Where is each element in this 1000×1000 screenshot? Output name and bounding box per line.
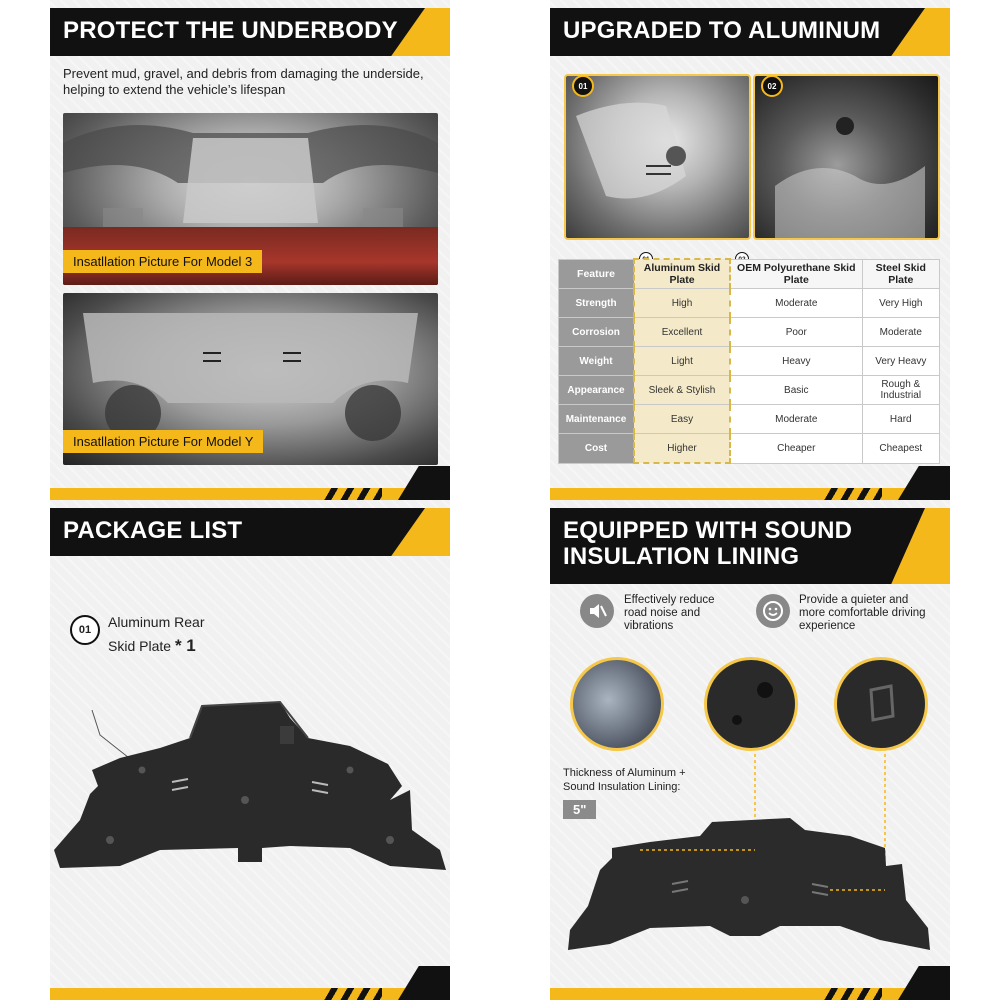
table-header-cell: OEM Polyurethane Skid Plate — [730, 259, 862, 289]
photo-caption: Insatllation Picture For Model Y — [63, 430, 263, 453]
thickness-label-line: Sound Insulation Lining: — [563, 781, 681, 793]
panel-upgraded-aluminum — [550, 0, 950, 500]
table-cell: Easy — [634, 405, 730, 434]
panel-package-list — [50, 500, 450, 1000]
mute-speaker-icon — [580, 594, 614, 628]
table-cell: Corrosion — [559, 318, 635, 347]
table-row — [559, 434, 940, 464]
table-cell: Cost — [559, 434, 635, 464]
table-cell: Strength — [559, 289, 635, 318]
table-cell: Hard — [862, 405, 939, 434]
thickness-label-line: Thickness of Aluminum + — [563, 767, 686, 779]
table-cell: Poor — [730, 318, 862, 347]
hazard-stripe — [50, 988, 450, 1000]
install-photo-modely — [63, 293, 438, 465]
section-banner — [550, 508, 950, 584]
hazard-stripe — [550, 988, 950, 1000]
intro-text: Prevent mud, gravel, and debris from damaging the underside, helping to extend the vehicle’s lifespan — [63, 66, 424, 97]
table-cell: Weight — [559, 347, 635, 376]
section-banner — [550, 8, 950, 56]
table-cell: Basic — [730, 376, 862, 405]
table-cell: Very High — [862, 289, 939, 318]
section-title — [563, 518, 852, 570]
comparison-table — [558, 258, 940, 464]
section-title-line: INSULATION LINING — [563, 543, 800, 570]
aluminum-plate-photo — [564, 74, 751, 240]
table-row — [559, 405, 940, 434]
table-cell: Heavy — [730, 347, 862, 376]
table-row — [559, 347, 940, 376]
section-title: UPGRADED TO ALUMINUM — [563, 17, 881, 44]
package-item-name: Skid Plate — [108, 638, 172, 654]
section-title-line: EQUIPPED WITH SOUND — [563, 517, 853, 544]
section-title: PROTECT THE UNDERBODY — [63, 17, 398, 44]
table-header-row — [559, 259, 940, 289]
hazard-stripe — [550, 488, 950, 500]
table-cell: High — [634, 289, 730, 318]
table-cell: Very Heavy — [862, 347, 939, 376]
table-cell: Moderate — [730, 405, 862, 434]
table-header-cell: Aluminum Skid Plate — [634, 259, 730, 289]
number-badge: 02 — [761, 75, 783, 97]
table-header-cell: Feature — [559, 259, 635, 289]
table-cell: Higher — [634, 434, 730, 464]
table-header-cell: Steel Skid Plate — [862, 259, 939, 289]
section-banner — [50, 8, 450, 56]
photo-caption: Insatllation Picture For Model 3 — [63, 250, 262, 273]
feature-text: Provide a quieter and more comfortable driving experience — [799, 594, 926, 632]
table-cell: Sleek & Stylish — [634, 376, 730, 405]
table-cell: Moderate — [730, 289, 862, 318]
panel-sound-insulation — [550, 500, 950, 1000]
thickness-detail-photo — [570, 657, 664, 751]
number-badge: 01 — [572, 75, 594, 97]
hazard-stripe — [50, 488, 450, 500]
oem-plate-photo — [753, 74, 940, 240]
table-cell: Rough & Industrial — [862, 376, 939, 405]
table-cell: Light — [634, 347, 730, 376]
table-row — [559, 289, 940, 318]
table-cell: Maintenance — [559, 405, 635, 434]
section-banner — [50, 508, 450, 556]
package-item-name: Aluminum Rear — [108, 614, 205, 630]
number-badge: 01 — [70, 615, 100, 645]
install-photo-model3 — [63, 113, 438, 285]
package-item-qty: * 1 — [174, 636, 196, 655]
skid-plate-image — [50, 690, 450, 890]
table-cell: Cheaper — [730, 434, 862, 464]
lining-detail-photo — [704, 657, 798, 751]
table-row — [559, 318, 940, 347]
section-title: PACKAGE LIST — [63, 517, 243, 544]
feature-text: Effectively reduce road noise and vibrations — [624, 594, 715, 632]
thickness-value: 5" — [563, 800, 596, 819]
smiley-face-icon — [756, 594, 790, 628]
insulated-plate-image — [550, 750, 950, 970]
clip-detail-photo — [834, 657, 928, 751]
panel-protect-underbody — [50, 0, 450, 500]
table-cell: Appearance — [559, 376, 635, 405]
table-cell: Cheapest — [862, 434, 939, 464]
table-row — [559, 376, 940, 405]
table-cell: Excellent — [634, 318, 730, 347]
table-cell: Moderate — [862, 318, 939, 347]
package-item — [108, 611, 204, 658]
